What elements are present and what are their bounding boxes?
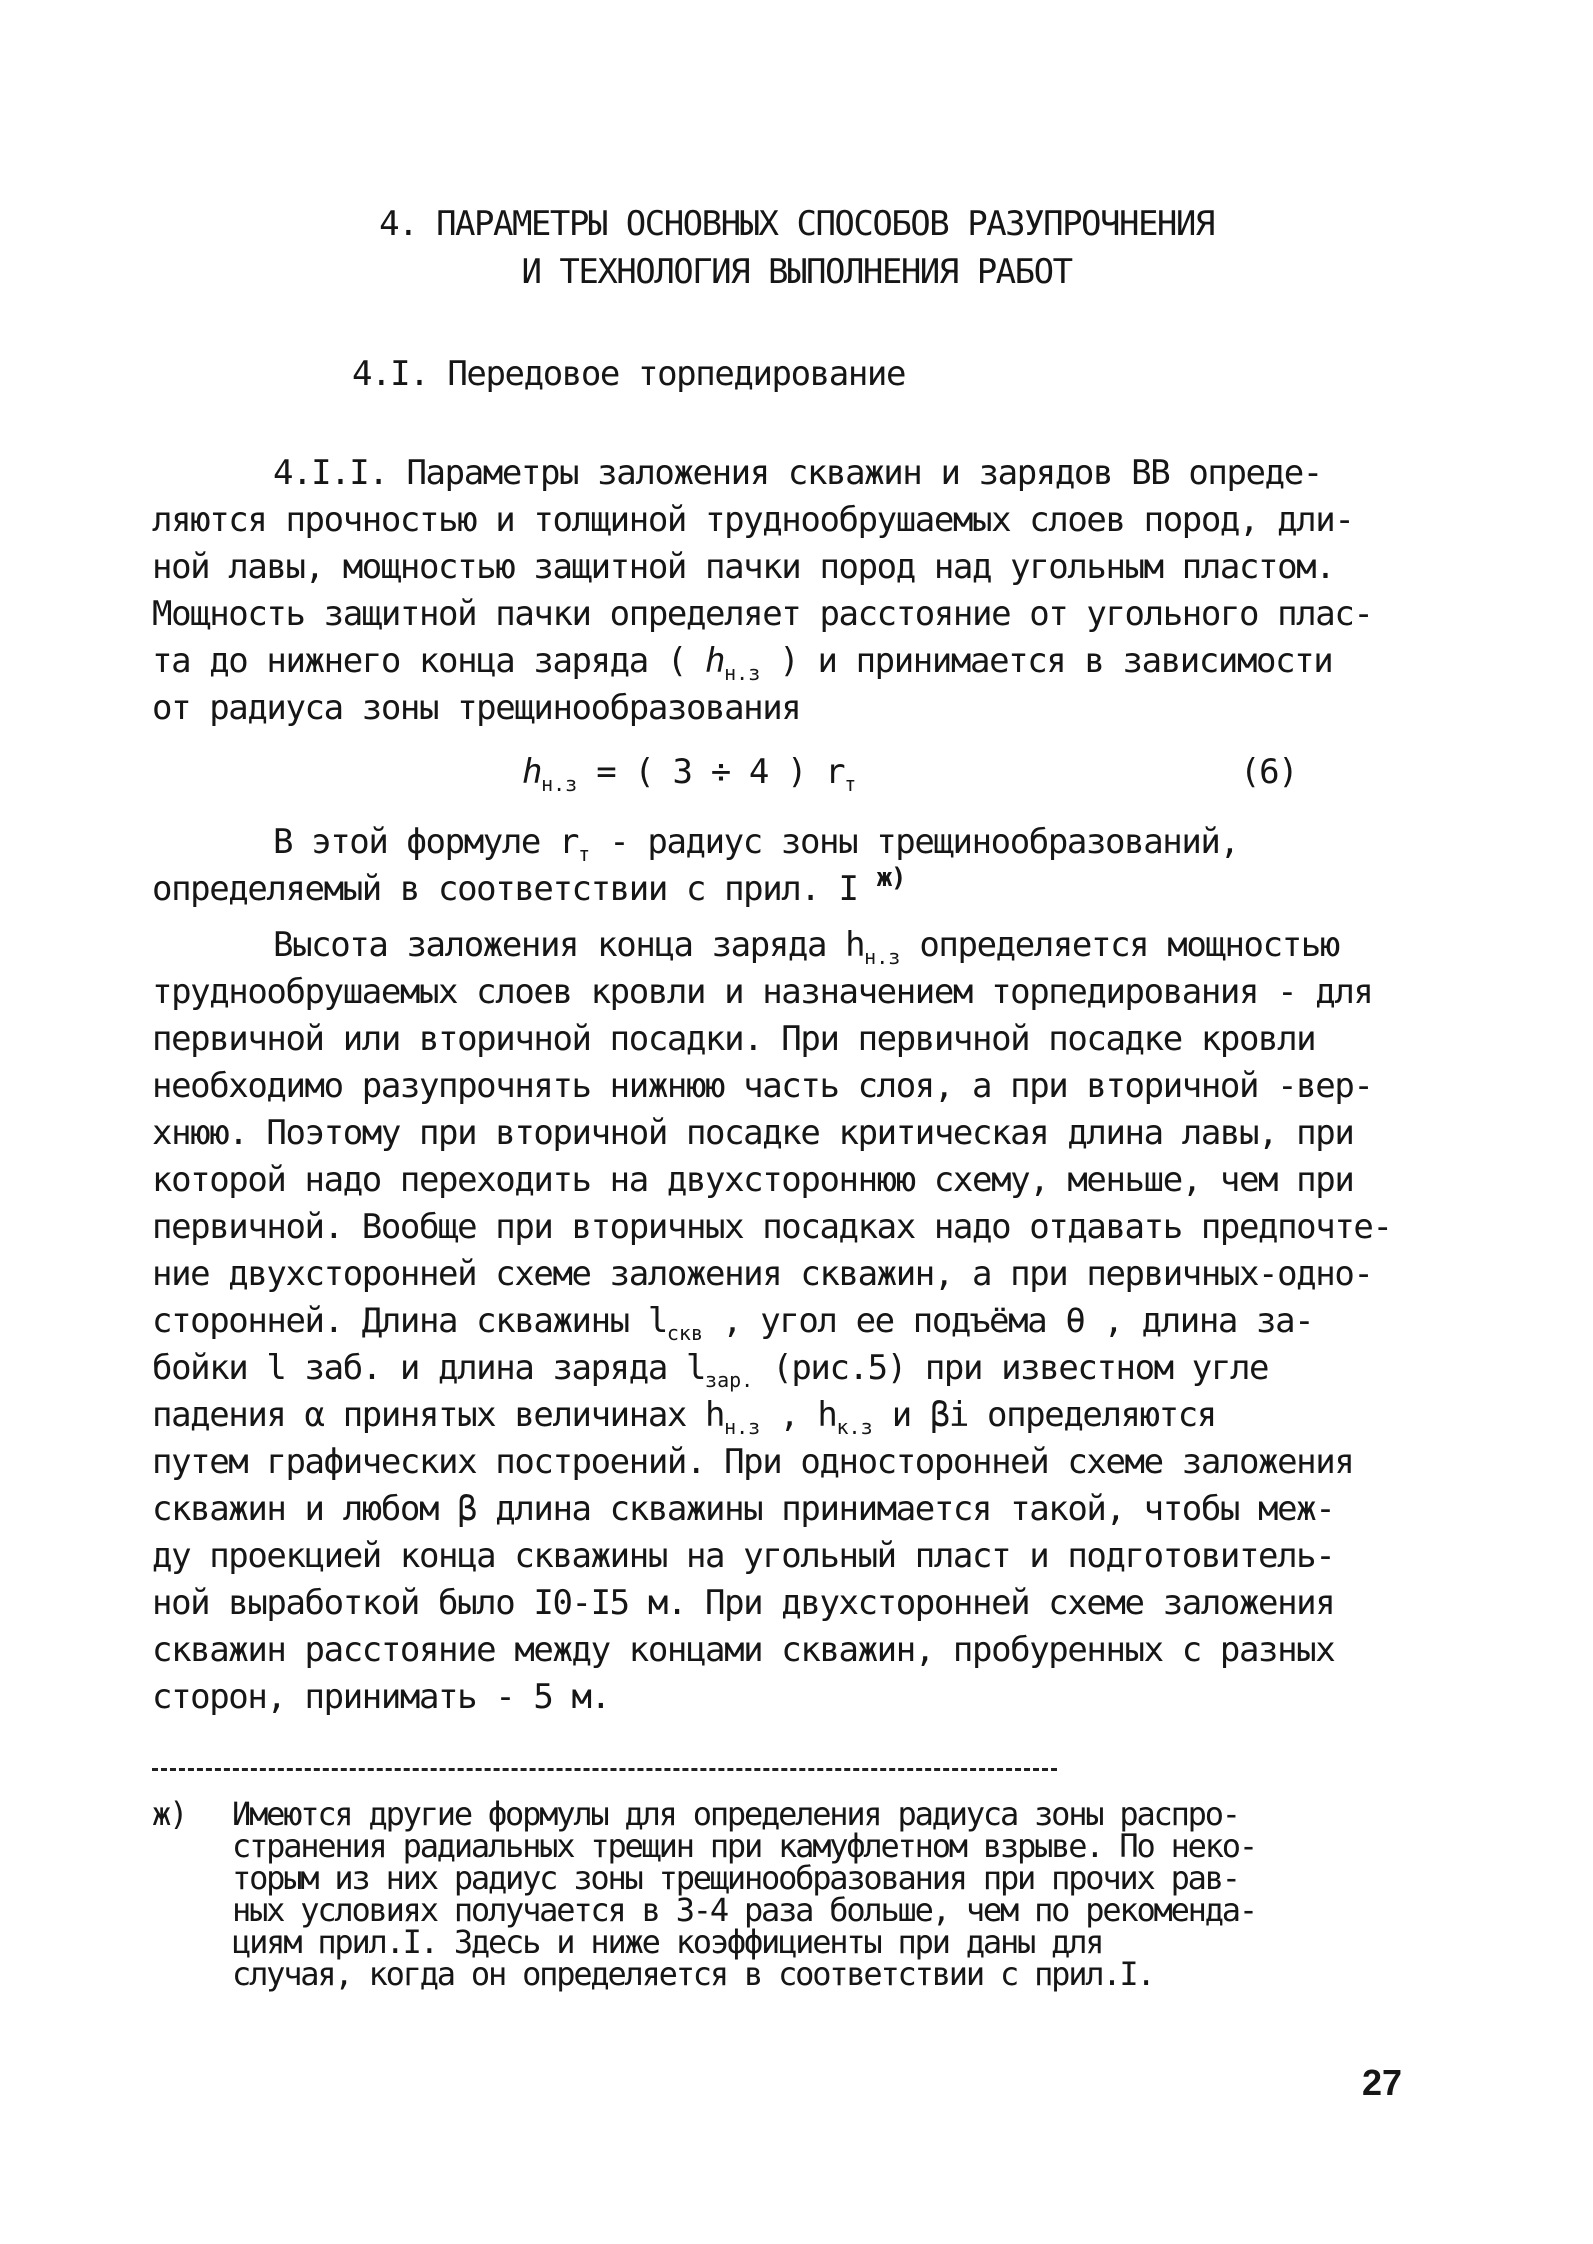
footnote-line: странения радиальных трещин при камуфлетном взрыве. По неко- [232,1827,1256,1865]
footnote-line: циям прил.I. Здесь и ниже коэффициенты при даны для [232,1923,1103,1961]
footnote-separator [152,1768,1057,1771]
footnote-mark: ж) [152,1795,187,1833]
paragraph-line: В этой формуле $r_т$ - радиус зоны трещинообразований, [273,822,1239,866]
paragraph-line: ной выработкой было I0-I5 м. При двухсторонней схеме заложения [152,1583,1335,1623]
paragraph-line: та до нижнего конца заряда ( $h_{н.з}$ ) и принимается в зависимости [152,641,1333,685]
paragraph-line: путем графических построений. При односторонней схеме заложения [152,1442,1354,1482]
paragraph-line: сторонней. Длина скважины $l_{скв}$ , угол ее подъёма θ , длина за- [152,1301,1314,1345]
section-title: 4.I. Передовое торпедирование [352,354,906,394]
formula: $h_{н.з}$ = ( 3 ÷ 4 ) $r_т$ [522,752,857,796]
chapter-title-line-2: И ТЕХНОЛОГИЯ ВЫПОЛНЕНИЯ РАБОТ [521,252,1072,292]
footnote-line: случая, когда он определяется в соответствии с прил.I. [232,1955,1154,1993]
paragraph-line: ду проекцией конца скважины на угольный пласт и подготовитель- [152,1536,1335,1576]
footnote-line: торым из них радиус зоны трещинообразования при прочих рав- [232,1859,1239,1897]
paragraph-line: необходимо разупрочнять нижнюю часть слоя, а при вторичной -вер- [152,1066,1373,1106]
paragraph-line: труднообрушаемых слоев кровли и назначением торпедирования - для [152,972,1373,1012]
paragraph-line: падения α принятых величинах $h_{н.з}$ , $h_{к.з}$ и βi определяются [152,1395,1216,1439]
page-number: 27 [1362,2062,1403,2103]
paragraph-line: определяемый в соответствии с прил. I $^{ж)}$ [152,863,906,909]
footnote-line: Имеются другие формулы для определения радиуса зоны распро- [232,1795,1239,1833]
paragraph-line: Мощность защитной пачки определяет расстояние от угольного плас- [152,594,1373,634]
footnote-reference: ж) [876,863,906,893]
paragraph-line: хнюю. Поэтому при вторичной посадке критическая длина лавы, при [152,1113,1354,1153]
paragraph-line: первичной. Вообще при вторичных посадках надо отдавать предпочте- [152,1207,1392,1247]
paragraph-line: ляются прочностью и толщиной труднообрушаемых слоев пород, дли- [152,500,1354,540]
paragraph-line: которой надо переходить на двухстороннюю схему, меньше, чем при [152,1160,1354,1200]
footnote-line: ных условиях получается в 3-4 раза больше, чем по рекоменда- [232,1891,1256,1929]
paragraph-line: 4.I.I. Параметры заложения скважин и зарядов ВВ опреде- [273,453,1322,493]
chapter-title-line-1: 4. ПАРАМЕТРЫ ОСНОВНЫХ СПОСОБОВ РАЗУПРОЧНЕНИЯ [379,204,1214,244]
paragraph-line: Высота заложения конца заряда $h_{н.з}$ определяется мощностью [273,925,1339,969]
paragraph-line: ние двухсторонней схеме заложения скважин, а при первичных-одно- [152,1254,1373,1294]
paragraph-line: от радиуса зоны трещинообразования [152,688,801,728]
paragraph-line: бойки l заб. и длина заряда $l_{зар.}$ (рис.5) при известном угле [152,1348,1269,1392]
paragraph-line: скважин и любом β длина скважины принимается такой, чтобы меж- [152,1489,1335,1529]
formula-number: (6) [1240,752,1298,792]
paragraph-line: скважин расстояние между концами скважин, пробуренных с разных [152,1630,1335,1670]
paragraph-line: ной лавы, мощностью защитной пачки пород над угольным пластом. [152,547,1335,587]
paragraph-line: первичной или вторичной посадки. При первичной посадке кровли [152,1019,1316,1059]
paragraph-line: сторон, принимать - 5 м. [152,1677,610,1717]
